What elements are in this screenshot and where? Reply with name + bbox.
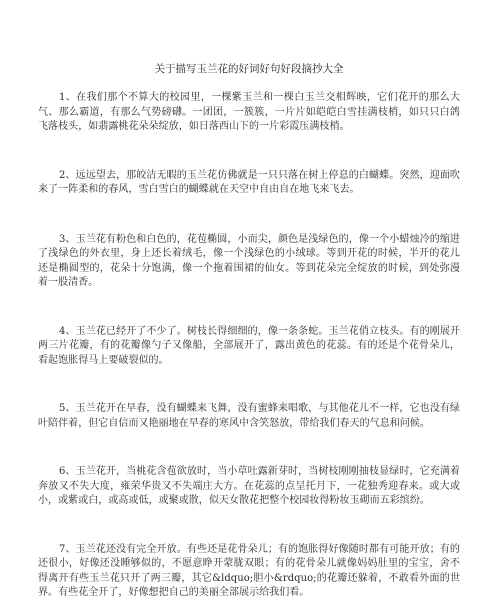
paragraph-2: 2、远远望去，那皎洁无暇的玉兰花仿佛就是一只只落在树上停息的白蝴蝶。突然，迎面吹来了一阵柔和的春风，雪白雪白的蝴蝶就在天空中自由自在地飞来飞去。 xyxy=(38,169,460,195)
paragraph-1: 1、在我们那个不算大的校园里，一棵紫玉兰和一棵白玉兰交相辉映，它们花开的那么大气、那么霸道，有那么气势磅礴。一团团，一簇簇，一片片如皑皑白雪挂满枝梢，如只只白鸽飞落枝头，如翡露桃花朵朵绽放，如日落西山下的一片彩霞压满枝梢。 xyxy=(38,92,460,132)
document-title: 关于描写玉兰花的好词好句好段摘抄大全 xyxy=(154,63,344,75)
paragraph-4: 4、玉兰花已经开了不少了。树枝长得细细的，像一条条蛇。玉兰花俏立枝头。有的刚展开两三片花瓣，有的花瓣像勺子又像船，全部展开了，露出黄色的花蕊。有的还是个花骨朵儿，看起饱胀得马上要破裂似的。 xyxy=(38,325,460,366)
paragraph-6: 6、玉兰花开，当桃花含苞欲放时，当小草吐露新芽时，当树枝刚刚抽枝显绿时，它充满着奔放又不失大度，雍荣华贵又不失端庄大方。在花蕊的点呈托月下，一花独秀迎春来。或大或小，或紫或白，或高或低，或聚或散，似天女散花把整个校园妆得粉妆玉砌而五彩缤纷。 xyxy=(38,466,460,506)
paragraph-7: 7、玉兰花还没有完全开放。有些还是花骨朵儿；有的饱胀得好像随时都有可能开放；有的还很小，好像还没睡够似的，不愿意睁开蒙胧双眼；有的花骨朵儿就像妈妈肚里的宝宝，舍不得离开有些玉兰花只开了两三瓣，其它&ldquo;胆小&rdquo;的花瓣还躲着，不敢看外面的世界。有些花全开了，好像想把自己的美丽全部展示给我们看。 xyxy=(38,543,460,598)
paragraph-5: 5、玉兰花开在早春，没有蝴蝶来飞舞，没有蜜蜂来唱歌，与其他花儿不一样，它也没有绿叶陪伴着，但它自信而又艳丽地在早春的寒风中含笑怒放，带给我们春天的气息和问候。 xyxy=(38,403,460,429)
paragraph-3: 3、玉兰花有粉色和白色的，花苞椭圆，小而尖，颜色是浅绿色的，像一个小蜡烛冷的缩进了浅绿色的外衣里，身上还长着绒毛，像一个浅绿色的小绒球。等到开花的时候，半开的花儿还是椭圆型的，花朵十分饱满，像一个拖着围裙的仙女。等到花朵完全绽放的时候，到处弥漫着一股清香。 xyxy=(38,233,460,288)
